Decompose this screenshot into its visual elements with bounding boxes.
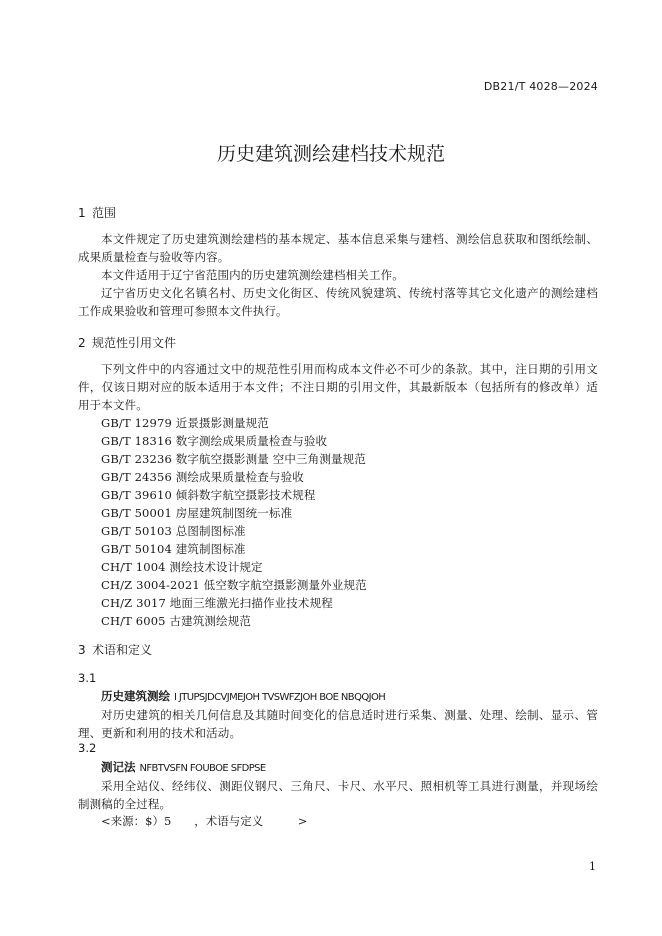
reference-item: GB/T 12979 近景摄影测量规范 bbox=[101, 416, 269, 430]
section-title: 规范性引用文件 bbox=[92, 336, 177, 350]
document-title: 历史建筑测绘建档技术规范 bbox=[216, 143, 445, 165]
references-intro: 下列文件中的内容通过文中的规范性引用而构成本文件必不可少的条款。其中，注日期的引用文件，仅该日期对应的版本适用于本文件；不注日期的引用文件，其最新版本（包括所有的修改单）适用于本文件。 bbox=[78, 362, 598, 412]
term-english: NFBTVSFN FOUBOE SFDPSE bbox=[139, 763, 266, 774]
reference-item: CH/T 6005 古建筑测绘规范 bbox=[101, 614, 251, 628]
reference-item: GB/T 50001 房屋建筑制图统一标准 bbox=[101, 506, 293, 520]
term-chinese: 历史建筑测绘 bbox=[101, 689, 170, 703]
term-chinese: 测记法 bbox=[101, 760, 136, 774]
term-heading bbox=[101, 759, 266, 775]
document-id: DB21/T 4028—2024 bbox=[483, 80, 598, 93]
term-source: <来源：$）5 ，术语与定义 > bbox=[101, 814, 308, 828]
reference-item: GB/T 39610 倾斜数字航空摄影技术规程 bbox=[101, 488, 316, 502]
scope-paragraph: 本文件规定了历史建筑测绘建档的基本规定、基本信息采集与建档、测绘信息获取和图纸绘制、成果质量检查与验收等内容。 bbox=[78, 232, 598, 264]
section-1-heading bbox=[78, 204, 116, 221]
reference-item: GB/T 23236 数字航空摄影测量 空中三角测量规范 bbox=[101, 452, 366, 466]
reference-item: GB/T 50103 总图制图标准 bbox=[101, 524, 246, 538]
reference-item: CH/Z 3017 地面三维激光扫描作业技术规程 bbox=[101, 596, 333, 610]
reference-item: GB/T 50104 建筑制图标准 bbox=[101, 542, 246, 556]
section-3-heading bbox=[78, 641, 152, 658]
term-english: I JTUPSJDCVJMEJOH TVSWFZJOH BOE NBQQJOH bbox=[174, 692, 386, 703]
scope-paragraph: 辽宁省历史文化名镇名村、历史文化街区、传统风貌建筑、传统村落等其它文化遗产的测绘建档工作成果验收和管理可参照本文件执行。 bbox=[78, 286, 598, 318]
reference-item: GB/T 24356 测绘成果质量检查与验收 bbox=[101, 470, 304, 484]
section-title: 范围 bbox=[92, 206, 117, 220]
reference-item: CH/Z 3004-2021 低空数字航空摄影测量外业规范 bbox=[101, 578, 367, 592]
reference-item: CH/T 1004 测绘技术设计规定 bbox=[101, 560, 263, 574]
reference-item: GB/T 18316 数字测绘成果质量检查与验收 bbox=[101, 434, 328, 448]
section-number: 1 bbox=[78, 206, 86, 220]
term-heading bbox=[101, 688, 385, 704]
term-number: 3.2 bbox=[78, 741, 97, 755]
section-number: 2 bbox=[78, 336, 86, 350]
term-definition: 采用全站仪、经纬仪、测距仪钢尺、三角尺、卡尺、水平尺、照相机等工具进行测量，并现场绘制测稿的全过程。 bbox=[78, 779, 598, 811]
term-definition: 对历史建筑的相关几何信息及其随时间变化的信息适时进行采集、测量、处理、绘制、显示、管理、更新和利用的技术和活动。 bbox=[78, 708, 598, 740]
page-number: 1 bbox=[589, 860, 596, 873]
scope-paragraph: 本文件适用于辽宁省范围内的历史建筑测绘建档相关工作。 bbox=[101, 268, 404, 282]
section-2-heading bbox=[78, 334, 176, 351]
section-number: 3 bbox=[78, 643, 86, 657]
section-title: 术语和定义 bbox=[92, 643, 153, 657]
term-number: 3.1 bbox=[78, 671, 97, 685]
